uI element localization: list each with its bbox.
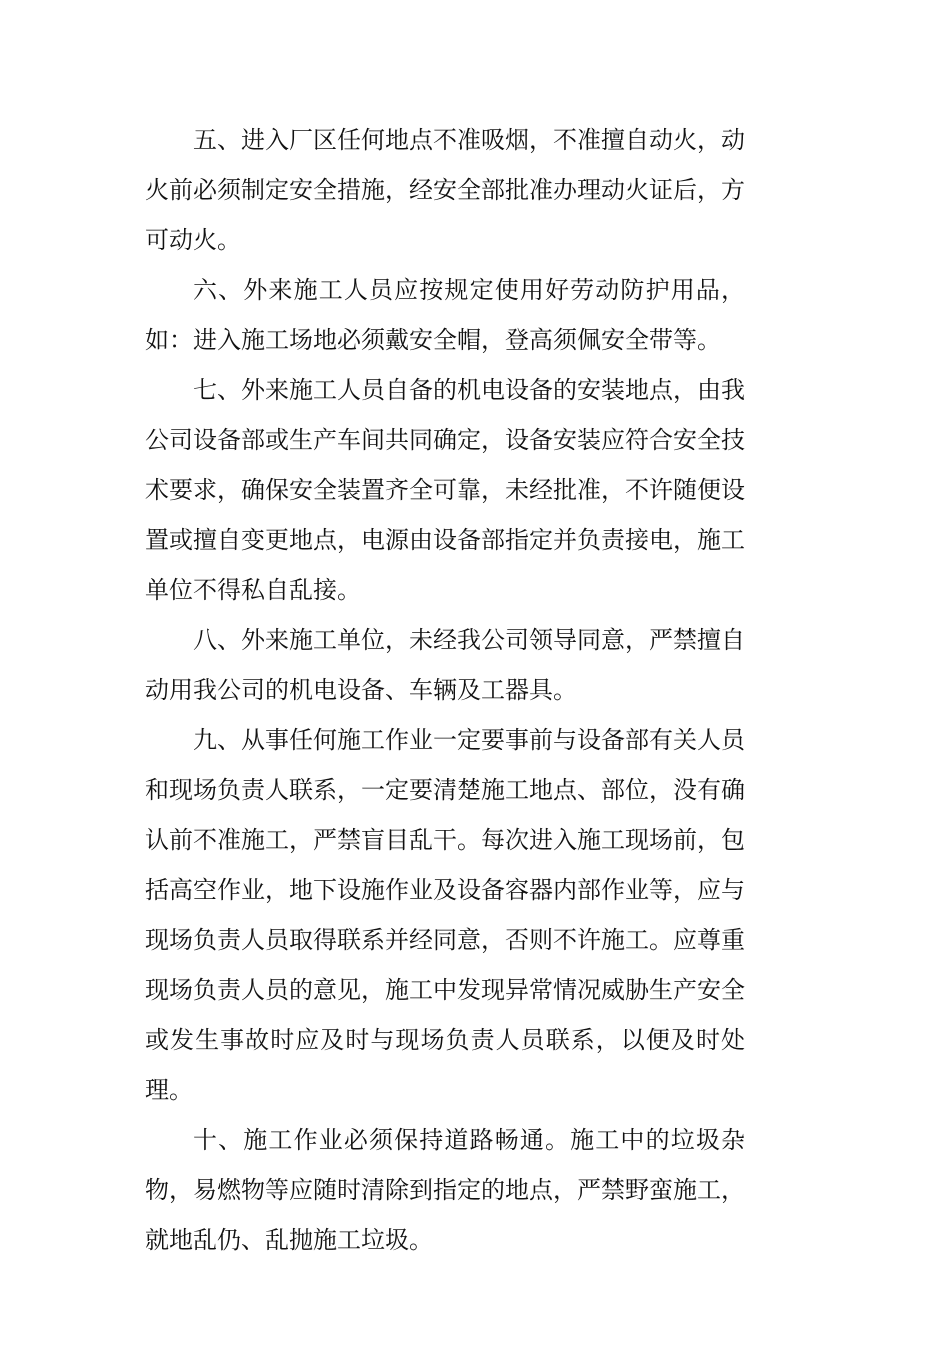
paragraph-item-5: 五、进入厂区任何地点不准吸烟，不准擅自动火，动火前必须制定安全措施，经安全部批准办理动火证后，方可动火。 bbox=[145, 126, 745, 254]
paragraph-item-8: 八、外来施工单位，未经我公司领导同意，严禁擅自动用我公司的机电设备、车辆及工器具。 bbox=[145, 626, 745, 704]
paragraph-item-7: 七、外来施工人员自备的机电设备的安装地点，由我公司设备部或生产车间共同确定，设备安装应符合安全技术要求，确保安全装置齐全可靠，未经批准，不许随便设置或擅自变更地点，电源由设备部指定并负责接电，施工单位不得私自乱接。 bbox=[145, 376, 745, 604]
paragraph-item-9: 九、从事任何施工作业一定要事前与设备部有关人员和现场负责人联系，一定要清楚施工地点、部位，没有确认前不准施工，严禁盲目乱干。每次进入施工现场前，包括高空作业，地下设施作业及设备容器内部作业等，应与现场负责人员取得联系并经同意，否则不许施工。应尊重现场负责人员的意见，施工中发现异常情况威胁生产安全或发生事故时应及时与现场负责人员联系，以便及时处理。 bbox=[145, 726, 745, 1104]
paragraph-item-6: 六、外来施工人员应按规定使用好劳动防护用品，如：进入施工场地必须戴安全帽，登高须佩安全带等。 bbox=[145, 276, 745, 354]
document-body bbox=[145, 115, 745, 1265]
paragraph-item-10: 十、施工作业必须保持道路畅通。施工中的垃圾杂物，易燃物等应随时清除到指定的地点，严禁野蛮施工，就地乱仍、乱抛施工垃圾。 bbox=[145, 1126, 745, 1254]
